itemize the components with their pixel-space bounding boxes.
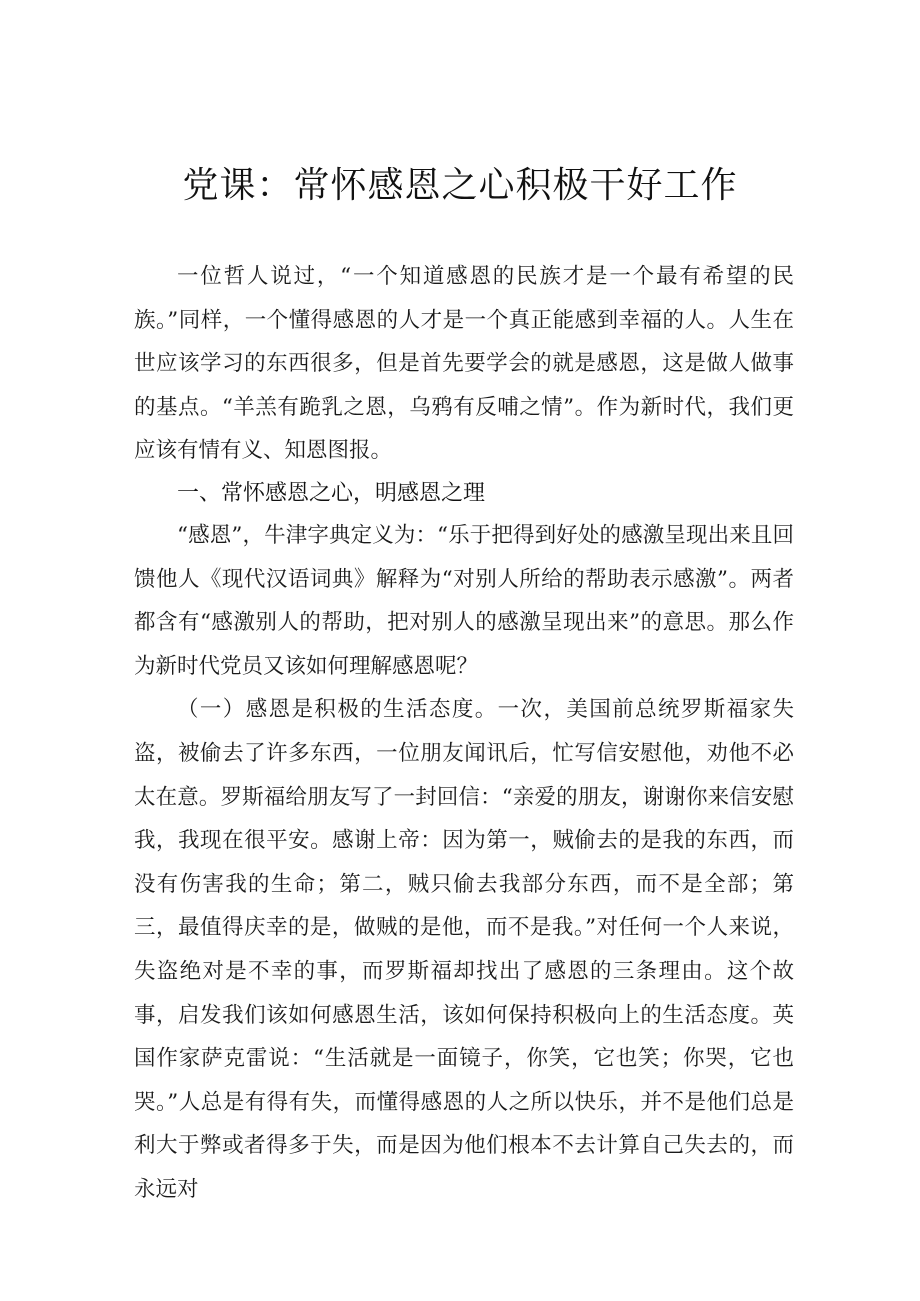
intro-section <box>134 255 794 473</box>
document-title: 党课：常怀感恩之心积极干好工作 <box>182 165 738 206</box>
section-1-body <box>134 514 794 1212</box>
section-1-heading: 一、常怀感恩之心，明感恩之理 <box>177 481 486 506</box>
intro-paragraph: 一位哲人说过，“一个知道感恩的民族才是一个最有希望的民族。”同样，一个懂得感恩的人才是一个真正能感到幸福的人。人生在世应该学习的东西很多，但是首先要学会的就是感恩，这是做人做事的基点。“羊羔有跪乳之恩，乌鸦有反哺之情”。作为新时代，我们更应该有情有义、知恩图报。 <box>134 264 794 464</box>
section-1-paragraph-2: （一）感恩是积极的生活态度。一次，美国前总统罗斯福家失盗，被偷去了许多东西，一位朋友闻讯后，忙写信安慰他，劝他不必太在意。罗斯福给朋友写了一封回信：“亲爱的朋友，谢谢你来信安慰我，我现在很平安。感谢上帝：因为第一，贼偷去的是我的东西，而没有伤害我的生命；第二，贼只偷去我部分东西，而不是全部；第三，最值得庆幸的是，做贼的是他，而不是我。”对任何一个人来说，失盗绝对是不幸的事，而罗斯福却找出了感恩的三条理由。这个故事，启发我们该如何感恩生活，该如何保持积极向上的生活态度。英国作家萨克雷说：“生活就是一面镜子，你笑，它也笑；你哭，它也哭。”人总是有得有失，而懂得感恩的人之所以快乐，并不是他们总是利大于弊或者得多于失，而是因为他们根本不去计算自己失去的，而永远对 <box>134 697 794 1202</box>
section-1-paragraph-1: “感恩”，牛津字典定义为：“乐于把得到好处的感激呈现出来且回馈他人《现代汉语词典》解释为“对别人所给的帮助表示感激”。两者都含有“感激别人的帮助，把对别人的感激呈现出来”的意思。那么作为新时代党员又该如何理解感恩呢？ <box>134 523 794 679</box>
